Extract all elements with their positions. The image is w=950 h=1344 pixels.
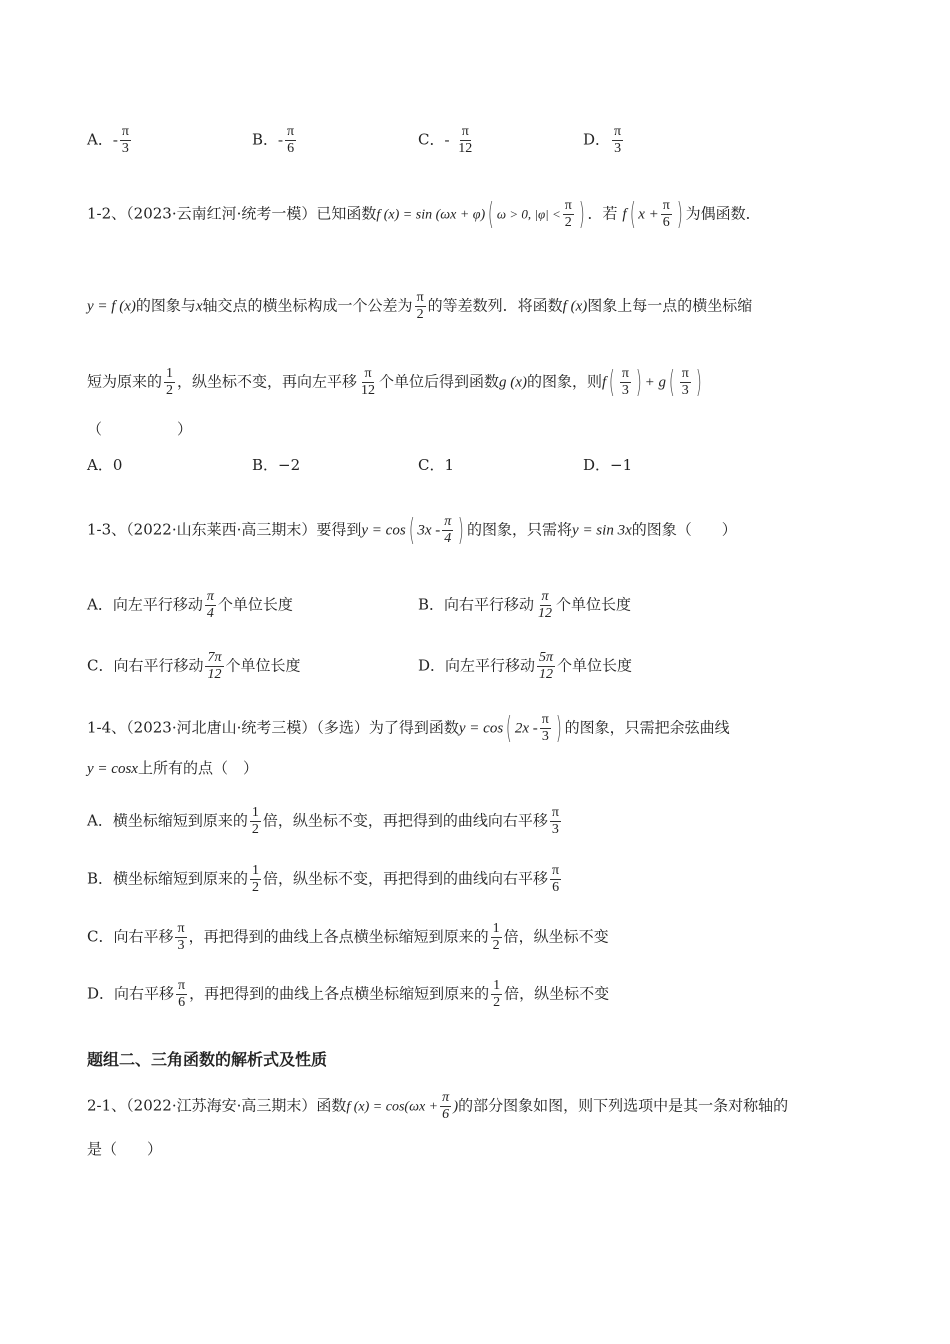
q1-4-stem-line2 bbox=[87, 758, 258, 779]
fraction: $\frac{\pi}{3}$ bbox=[621, 366, 629, 398]
q1-2-stem-line1 bbox=[87, 198, 761, 231]
q1-1-option-b[interactable] bbox=[252, 124, 298, 157]
left-paren-icon: ( bbox=[506, 710, 512, 746]
question-prefix: 1-4、（2023·河北唐山·统考三模）（多选）为了得到函数 bbox=[87, 718, 459, 737]
q1-4-stem-line1 bbox=[87, 712, 730, 745]
fraction: $\frac{\pi}{3}$ bbox=[681, 366, 689, 398]
option-text: 倍，纵坐标不变，再把得到的曲线向右平移 bbox=[263, 869, 549, 888]
option-label: B． bbox=[252, 130, 279, 149]
left-paren-icon: ( bbox=[408, 512, 415, 548]
math-expression: y = cosx bbox=[87, 761, 138, 777]
option-text: 倍，纵坐标不变 bbox=[503, 927, 609, 946]
fraction: $\frac{\pi}{6}$ bbox=[552, 863, 560, 895]
text: 的图象，只需把余弦曲线 bbox=[564, 718, 730, 737]
text: 的等差数列．将函数 bbox=[427, 296, 563, 315]
math-variable: x bbox=[195, 298, 203, 315]
right-paren-icon: ) bbox=[578, 196, 585, 232]
fraction: $\frac{\pi}{3}$ bbox=[551, 805, 559, 837]
text: 图象上每一点的横坐标缩 bbox=[587, 296, 753, 315]
math-expression: y = f (x) bbox=[87, 298, 136, 315]
minus-sign: - bbox=[278, 132, 284, 149]
shift-expression: x + bbox=[638, 206, 659, 223]
option-text: C．向右平行移动 bbox=[87, 656, 204, 675]
fraction: $\frac{\pi}{12}$ bbox=[538, 589, 553, 621]
q1-1-option-d[interactable] bbox=[583, 124, 625, 157]
text: 的图象与 bbox=[135, 296, 196, 315]
option-text: 倍，纵坐标不变，再把得到的曲线向右平移 bbox=[262, 811, 548, 830]
math-expression: g (x) bbox=[499, 374, 527, 391]
fraction: $\frac{\pi}{6}$ bbox=[442, 1090, 450, 1122]
q1-2-stem-line3 bbox=[87, 366, 705, 399]
q1-2-option-d[interactable]: D．−1 bbox=[583, 456, 633, 474]
q1-3-stem bbox=[87, 514, 737, 547]
q1-2-answer-blank: （ ） bbox=[87, 420, 193, 438]
q1-2-stem-line2 bbox=[87, 290, 752, 323]
function-expression: f (x) = cos(ωx + bbox=[346, 1099, 439, 1115]
text: 的图象（ ） bbox=[631, 520, 737, 539]
question-prefix: 1-3、（2022·山东莱西·高三期末）要得到 bbox=[87, 520, 362, 539]
question-prefix: 2-1、（2022·江苏海安·高三期末）函数 bbox=[87, 1096, 347, 1115]
text: ，纵坐标不变，再向左平移 bbox=[177, 372, 358, 391]
close-paren: ) bbox=[453, 1098, 459, 1115]
fraction: $\frac{\pi}{12}$ bbox=[361, 366, 376, 398]
option-text: 个单位长度 bbox=[217, 595, 293, 614]
option-text: B．横坐标缩短到原来的 bbox=[87, 869, 249, 888]
text: 短为原来的 bbox=[87, 372, 163, 391]
inner-expression: 3x - bbox=[417, 522, 441, 539]
right-paren-icon: ) bbox=[695, 364, 702, 400]
left-paren-icon: ( bbox=[629, 196, 636, 232]
fraction: $\frac{7\pi}{12}$ bbox=[207, 650, 222, 682]
fraction: $\frac{\pi}{2}$ bbox=[564, 198, 572, 230]
fraction: $\frac{1}{2}$ bbox=[492, 921, 500, 953]
q2-1-stem-line2: 是（ ） bbox=[87, 1140, 163, 1158]
option-text: A．向左平行移动 bbox=[87, 595, 203, 614]
question-prefix: 1-2、（2023·云南红河·统考一模）已知函数 bbox=[87, 204, 377, 223]
fraction: $\frac{1}{2}$ bbox=[252, 863, 260, 895]
math-expression: f (x) bbox=[562, 298, 588, 315]
fraction: $\frac{\pi}{3}$ bbox=[614, 124, 622, 156]
function-expression: f (x) = sin (ωx + φ) bbox=[376, 207, 486, 223]
function-f: f bbox=[622, 206, 627, 223]
q1-3-option-a[interactable] bbox=[87, 589, 293, 622]
option-text: D．向右平移 bbox=[87, 984, 175, 1003]
inner-expression: 2x - bbox=[514, 720, 538, 737]
option-text: B．向右平行移动 bbox=[418, 595, 535, 614]
fraction: $\frac{1}{2}$ bbox=[166, 366, 174, 398]
fraction: $\frac{\pi}{3}$ bbox=[177, 921, 185, 953]
fraction: $\frac{\pi}{6}$ bbox=[178, 978, 186, 1010]
function-expression: y = cos bbox=[361, 522, 406, 539]
fraction: $\frac{\pi}{4}$ bbox=[444, 514, 452, 546]
q1-3-option-d[interactable] bbox=[418, 650, 632, 683]
q2-1-stem-line1 bbox=[87, 1090, 788, 1123]
text: 的部分图象如图，则下列选项中是其一条对称轴的 bbox=[458, 1096, 789, 1115]
left-paren-icon: ( bbox=[609, 364, 615, 400]
fraction: $\frac{\pi}{4}$ bbox=[206, 589, 214, 621]
q1-4-option-c[interactable] bbox=[87, 921, 609, 954]
option-text: C．向右平移 bbox=[87, 927, 174, 946]
minus-sign: - bbox=[112, 132, 118, 149]
fraction: $\frac{\pi}{12}$ bbox=[458, 124, 473, 156]
q1-4-option-b[interactable] bbox=[87, 863, 563, 896]
condition: ω > 0, |φ| < bbox=[496, 206, 561, 222]
fraction: $\frac{1}{2}$ bbox=[493, 978, 501, 1010]
option-label: C． bbox=[418, 130, 445, 149]
function-f: f bbox=[601, 374, 607, 391]
left-paren-icon: ( bbox=[668, 364, 675, 400]
option-text: D．向左平行移动 bbox=[418, 656, 536, 675]
text: 为偶函数． bbox=[685, 204, 761, 223]
option-text: ，再把得到的曲线上各点横坐标缩短到原来的 bbox=[188, 927, 489, 946]
right-paren-icon: ) bbox=[458, 512, 465, 548]
q1-2-option-b[interactable]: B．−2 bbox=[252, 456, 301, 474]
q1-2-option-a[interactable]: A．0 bbox=[87, 456, 123, 474]
option-label: A． bbox=[87, 130, 113, 149]
option-text: ，再把得到的曲线上各点横坐标缩短到原来的 bbox=[189, 984, 490, 1003]
q1-3-option-b[interactable] bbox=[418, 589, 631, 622]
function-expression: y = cos bbox=[458, 720, 504, 737]
fraction: $\frac{\pi}{2}$ bbox=[416, 290, 424, 322]
section-title: 题组二、三角函数的解析式及性质 bbox=[87, 1050, 328, 1069]
q1-1-option-c[interactable] bbox=[418, 124, 476, 157]
q1-4-option-a[interactable] bbox=[87, 805, 563, 838]
fraction: $\frac{5\pi}{12}$ bbox=[539, 650, 554, 682]
right-paren-icon: ) bbox=[635, 364, 642, 400]
fraction: $\frac{\pi}{6}$ bbox=[662, 198, 670, 230]
option-text: 个单位长度 bbox=[225, 656, 301, 675]
right-paren-icon: ) bbox=[676, 196, 683, 232]
text: 的图象，只需将 bbox=[467, 520, 573, 539]
q1-4-option-d[interactable] bbox=[87, 978, 609, 1011]
text: 个单位后得到函数 bbox=[379, 372, 500, 391]
option-text: 倍，纵坐标不变 bbox=[504, 984, 610, 1003]
right-paren-icon: ) bbox=[555, 710, 562, 746]
math-expression: y = sin 3x bbox=[572, 522, 632, 539]
option-text: A．横坐标缩短到原来的 bbox=[87, 811, 248, 830]
q1-3-option-c[interactable] bbox=[87, 650, 301, 683]
minus-sign: - bbox=[444, 132, 450, 149]
fraction: $\frac{\pi}{6}$ bbox=[287, 124, 295, 156]
text: 轴交点的横坐标构成一个公差为 bbox=[202, 296, 413, 315]
text: ．若 bbox=[587, 204, 618, 223]
left-paren-icon: ( bbox=[488, 196, 494, 232]
math-expression: + g bbox=[644, 374, 667, 391]
fraction: $\frac{\pi}{3}$ bbox=[541, 712, 549, 744]
q1-1-option-a[interactable] bbox=[87, 124, 133, 157]
text: 上所有的点（ ） bbox=[137, 759, 258, 777]
fraction: $\frac{1}{2}$ bbox=[251, 805, 259, 837]
option-text: 个单位长度 bbox=[557, 656, 633, 675]
text: 的图象，则 bbox=[526, 372, 602, 391]
option-label: D． bbox=[583, 130, 611, 149]
q1-2-option-c[interactable]: C．1 bbox=[418, 456, 455, 474]
fraction: $\frac{\pi}{3}$ bbox=[121, 124, 129, 156]
option-text: 个单位长度 bbox=[556, 595, 632, 614]
